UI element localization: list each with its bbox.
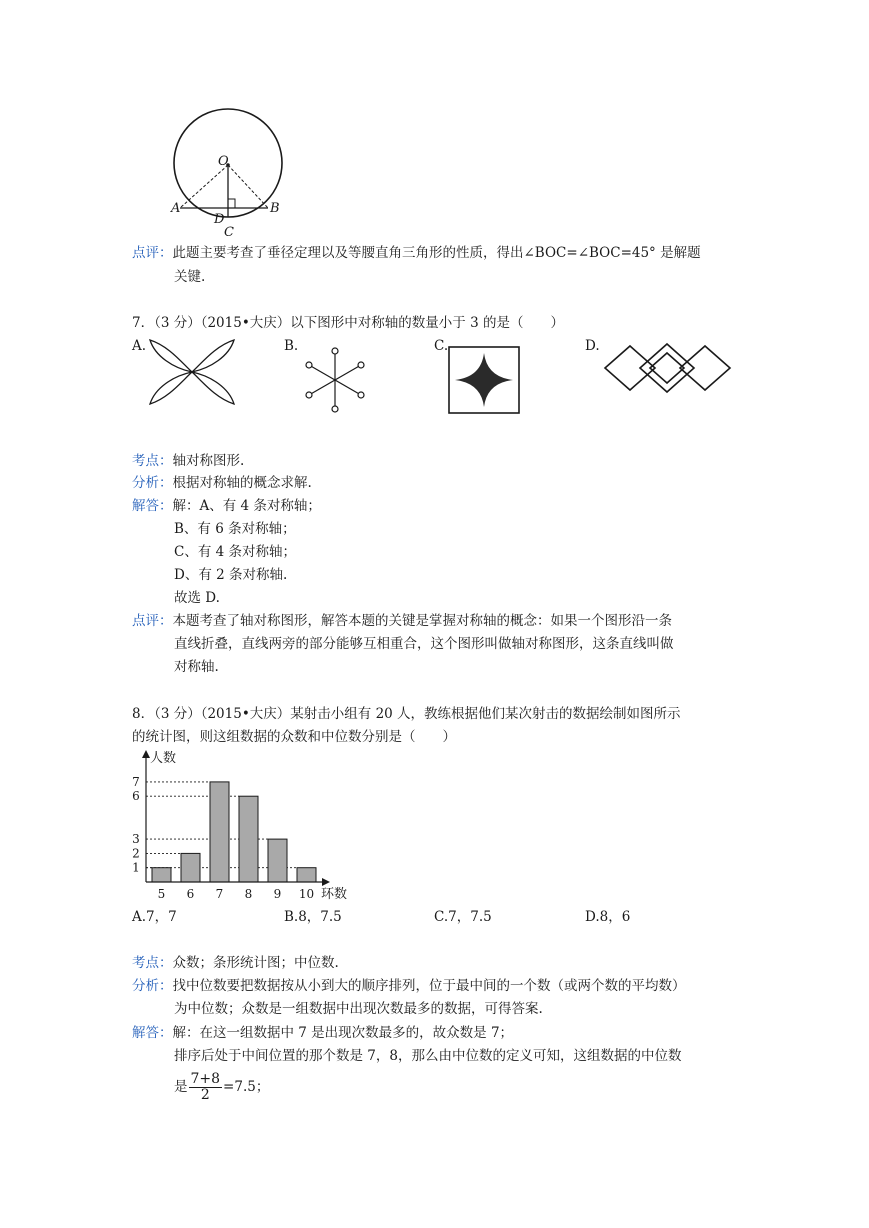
- label-a: A: [171, 201, 181, 216]
- q8-kaodian: 考点：众数；条形统计图；中位数.: [132, 955, 339, 971]
- q8-fenxi-line2: 为中位数；众数是一组数据中出现次数最多的数据，可得答案.: [174, 1001, 543, 1017]
- q7-kaodian: 考点：轴对称图形.: [132, 453, 245, 469]
- q7-option-c-label: C.: [434, 338, 449, 354]
- x-tick-9: 9: [273, 887, 282, 901]
- q7-option-b-figure: [295, 345, 375, 415]
- q7-jieda-line1: 解答：解：A、有 4 条对称轴；: [132, 498, 321, 514]
- bar-chart: [125, 745, 370, 905]
- q7-jieda-line3: C、有 4 条对称轴；: [174, 544, 297, 560]
- q8-jieda-line2: 排序后处于中间位置的那个数是 7，8，那么由中位数的定义可知，这组数据的中位数: [174, 1048, 682, 1064]
- q6-comment-line2: 关键.: [174, 269, 206, 285]
- y-tick-7: 7: [132, 774, 140, 789]
- x-axis-label: 环数: [321, 887, 348, 902]
- label-c: C: [224, 225, 234, 240]
- q8-jieda-line1: 解答：解：在这一组数据中 7 是出现次数最多的，故众数是 7；: [132, 1025, 514, 1041]
- y-axis-label: 人数: [150, 751, 177, 766]
- x-tick-8: 8: [244, 887, 253, 901]
- q7-jieda-line4: D、有 2 条对称轴.: [174, 567, 288, 583]
- q8-option-a: A.7，7: [132, 909, 177, 925]
- q8-option-b: B.8，7.5: [284, 909, 342, 925]
- fraction: $\frac{7+8}{2}$: [190, 1071, 221, 1103]
- x-tick-10: 10: [298, 887, 315, 901]
- label-d: D: [214, 212, 225, 227]
- label-b: B: [270, 201, 280, 216]
- q8-stem-line2: 的统计图，则这组数据的众数和中位数分别是（ ）: [132, 729, 456, 745]
- dianping-tag: 点评：: [132, 245, 173, 261]
- q7-option-c-figure: [447, 345, 521, 415]
- q7-dianping-line3: 对称轴.: [174, 659, 219, 675]
- q8-jieda-line3: 是 $\frac{7+8}{2}$ =7.5；: [174, 1071, 270, 1103]
- bar-8: [239, 796, 258, 882]
- q7-stem: 7．（3 分）（2015•大庆）以下图形中对称轴的数量小于 3 的是（ ）: [132, 315, 564, 331]
- circle-figure: [160, 95, 300, 240]
- q7-option-a-label: A.: [132, 338, 147, 354]
- label-o: O: [218, 154, 229, 169]
- y-tick-1: 1: [132, 860, 140, 875]
- x-tick-7: 7: [215, 887, 224, 901]
- bar-9: [268, 839, 287, 882]
- bar-6: [181, 853, 200, 882]
- q7-jieda-line5: 故选 D.: [174, 590, 220, 606]
- q8-stem-line1: 8．（3 分）（2015•大庆）某射击小组有 20 人，教练根据他们某次射击的数据绘制如图所示: [132, 706, 681, 722]
- q7-jieda-line2: B、有 6 条对称轴；: [174, 521, 296, 537]
- q8-option-d: D.8，6: [585, 909, 631, 925]
- x-tick-5: 5: [157, 887, 166, 901]
- q7-option-a-figure: [145, 336, 240, 408]
- q7-option-d-figure: [600, 338, 735, 398]
- x-tick-6: 6: [186, 887, 195, 901]
- y-tick-6: 6: [132, 789, 140, 804]
- q8-fenxi-line1: 分析：找中位数要把数据按从小到大的顺序排列，位于最中间的一个数（或两个数的平均数）: [132, 978, 686, 994]
- bar-7: [210, 782, 229, 882]
- q7-option-d-label: D.: [585, 338, 600, 354]
- y-axis-arrow: [142, 750, 150, 758]
- y-tick-2: 2: [132, 846, 140, 861]
- q7-dianping-line2: 直线折叠，直线两旁的部分能够互相重合，这个图形叫做轴对称图形，这条直线叫做: [174, 636, 674, 652]
- q7-option-b-label: B.: [284, 338, 299, 354]
- q7-fenxi: 分析：根据对称轴的概念求解.: [132, 475, 312, 491]
- y-tick-3: 3: [132, 832, 140, 847]
- x-axis-arrow: [322, 878, 330, 886]
- q7-dianping-line1: 点评：本题考查了轴对称图形，解答本题的关键是掌握对称轴的概念：如果一个图形沿一条: [132, 613, 672, 629]
- bar-10: [297, 868, 316, 882]
- bar-5: [152, 868, 171, 882]
- q8-option-c: C.7，7.5: [434, 909, 492, 925]
- q6-comment-line1: 点评：此题主要考查了垂径定理以及等腰直角三角形的性质，得出∠BOC=∠BOC=45° 是解题: [132, 245, 701, 261]
